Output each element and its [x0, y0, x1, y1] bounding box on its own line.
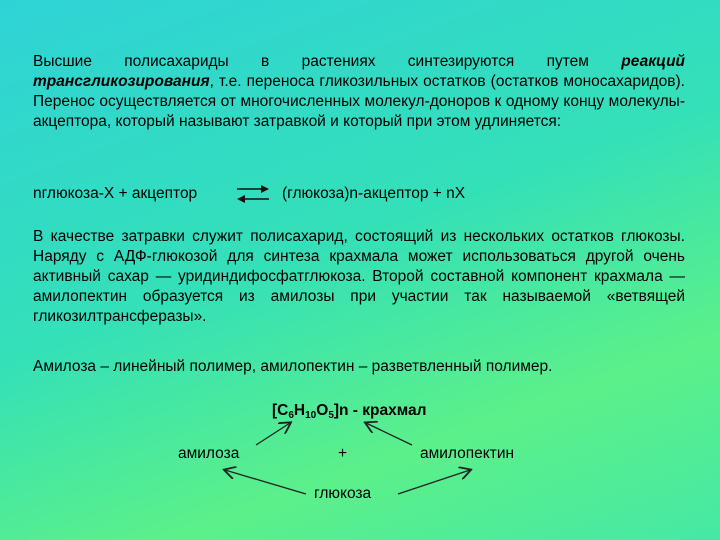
- transglycosylation-term: реакций трансгликозирования: [33, 53, 685, 90]
- arrow-glucose-to-amylose: [225, 470, 306, 494]
- amylopectin-label: амилопектин: [420, 445, 515, 462]
- arrow-glucose-to-amylopectin: [398, 470, 470, 494]
- glucose-label: глюкоза: [314, 485, 372, 502]
- polymer-types-paragraph: Амилоза – линейный полимер, амилопектин – разветвленный полимер.: [33, 358, 553, 375]
- primer-paragraph: В качестве затравки служит полисахарид, состоящий из нескольких остатков глюкозы. Наряду с АДФ-глюкозой для синтеза крахмала может использоваться другой очень активный сахар — уридиндифосфатглюкоза. Второй составной компонент крахмала — амилопектин образуется из амилозы при участии так называемой «ветвящей гликозилтрансферазы».: [33, 228, 685, 325]
- intro-text-end: , т.е. переноса гликозильных остатков (остатков моносахаридов). Перенос осуществляется от многочисленных молекул-доноров к одному концу молекулы-акцептора, который называют затравкой и который при этом удлиняется:: [33, 73, 685, 130]
- equation-right: (глюкоза)n-акцептор + nX: [282, 185, 466, 202]
- intro-text-start: Высшие полисахариды в растениях синтезируются путем: [33, 53, 622, 70]
- starch-formula: $[C_6H_{10}O_5]n$ - крахмал: [272, 402, 427, 421]
- plus-sign: +: [338, 445, 348, 462]
- equation-left: nглюкоза-X + акцептор: [33, 185, 198, 202]
- arrow-amylose-to-starch: [256, 423, 290, 445]
- arrow-amylopectin-to-starch: [366, 423, 412, 445]
- amylose-label: амилоза: [178, 445, 240, 462]
